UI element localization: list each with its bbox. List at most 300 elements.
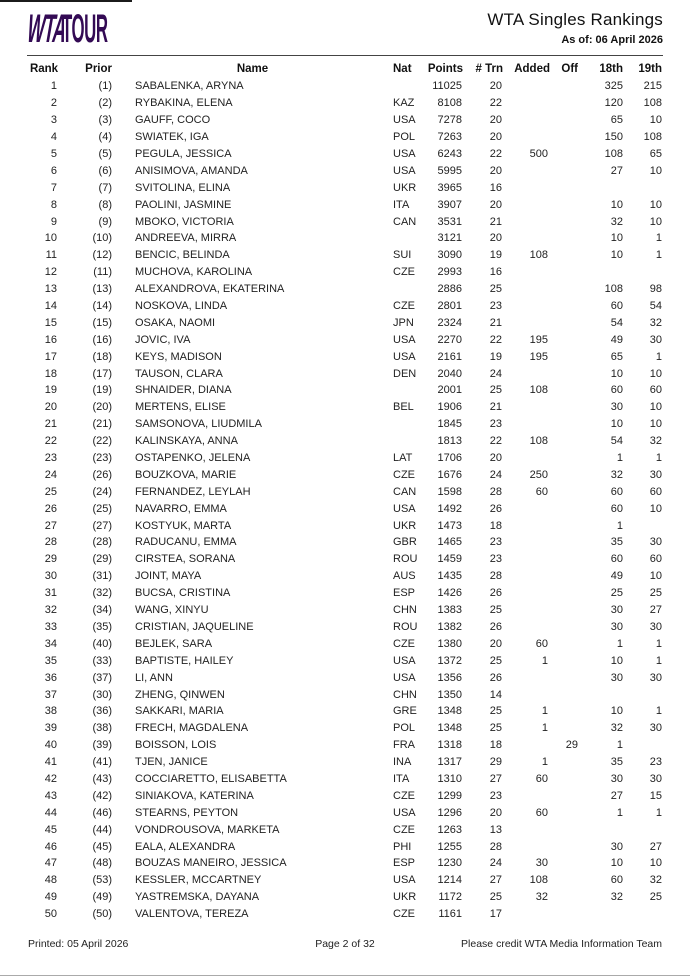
prior-rank-cell: (46) xyxy=(92,806,112,819)
off-points-cell xyxy=(550,771,578,788)
nationality-cell xyxy=(393,78,423,95)
points-cell: 3907 xyxy=(437,198,462,211)
eighteenth-result-cell: 35 xyxy=(610,536,623,549)
player-name-cell: VALENTOVA, TEREZA xyxy=(135,908,249,921)
added-points-cell: 250 xyxy=(529,468,548,481)
player-name-cell: OSAKA, NAOMI xyxy=(135,316,216,329)
points-cell: 1348 xyxy=(437,722,462,735)
tournaments-cell: 25 xyxy=(489,654,502,667)
points-cell: 2161 xyxy=(437,350,462,363)
off-points-cell xyxy=(550,179,578,196)
off-points-cell xyxy=(550,855,578,872)
tournaments-cell: 21 xyxy=(489,215,502,228)
added-points-cell: 195 xyxy=(529,350,548,363)
rank-cell: 33 xyxy=(44,620,57,633)
points-cell: 1598 xyxy=(437,485,462,498)
as-of-date: As of: 06 April 2026 xyxy=(561,34,663,46)
prior-rank-cell: (10) xyxy=(92,232,112,245)
table-row xyxy=(28,78,662,95)
nineteenth-result-cell: 10 xyxy=(649,198,662,211)
tournaments-cell: 21 xyxy=(489,401,502,414)
rank-cell: 1 xyxy=(50,80,57,93)
rank-cell: 36 xyxy=(44,671,57,684)
tournaments-cell: 28 xyxy=(489,570,502,583)
added-points-cell: 1 xyxy=(541,654,548,667)
column-header-19th: 19th xyxy=(638,63,662,75)
rank-cell: 32 xyxy=(44,604,57,617)
added-points-cell xyxy=(503,230,550,247)
off-points-cell xyxy=(550,146,578,163)
tournaments-cell: 20 xyxy=(489,114,502,127)
nationality-cell: GBR xyxy=(393,536,417,549)
added-points-cell xyxy=(503,129,550,146)
points-cell: 1214 xyxy=(437,874,462,887)
rank-cell: 25 xyxy=(44,485,57,498)
prior-rank-cell: (39) xyxy=(92,739,112,752)
points-cell: 11025 xyxy=(432,80,462,93)
points-cell: 1845 xyxy=(437,418,462,431)
eighteenth-result-cell: 10 xyxy=(610,249,623,262)
prior-rank-cell: (32) xyxy=(92,587,112,600)
nationality-cell: USA xyxy=(393,148,416,160)
column-header-added: Added xyxy=(514,63,550,75)
rank-cell: 37 xyxy=(44,688,57,701)
eighteenth-result-cell xyxy=(578,906,623,923)
points-cell: 1230 xyxy=(437,857,462,870)
nineteenth-result-cell: 60 xyxy=(649,384,662,397)
added-points-cell xyxy=(503,568,550,585)
rank-cell: 18 xyxy=(44,367,57,380)
nationality-cell: UKR xyxy=(393,181,417,194)
player-name-cell: BOUZAS MANEIRO, JESSICA xyxy=(135,857,287,870)
added-points-cell xyxy=(503,669,550,686)
nineteenth-result-cell xyxy=(623,264,662,281)
player-name-cell: KOSTYUK, MARTA xyxy=(135,519,232,532)
off-points-cell xyxy=(550,264,578,281)
added-points-cell xyxy=(503,787,550,804)
nineteenth-result-cell: 30 xyxy=(649,671,662,684)
nationality-cell: KAZ xyxy=(393,97,415,110)
player-name-cell: BOISSON, LOIS xyxy=(135,739,217,752)
rank-cell: 38 xyxy=(44,705,57,718)
off-points-cell xyxy=(550,686,578,703)
prior-rank-cell: (31) xyxy=(92,570,112,583)
prior-rank-cell: (24) xyxy=(92,485,112,498)
eighteenth-result-cell: 1 xyxy=(616,519,623,532)
added-points-cell xyxy=(503,213,550,230)
added-points-cell xyxy=(503,517,550,534)
eighteenth-result-cell: 30 xyxy=(610,620,623,633)
nationality-cell xyxy=(393,382,423,399)
points-cell: 7278 xyxy=(437,114,462,127)
added-points-cell: 108 xyxy=(529,384,548,397)
player-name-cell: MERTENS, ELISE xyxy=(135,401,226,414)
prior-rank-cell: (9) xyxy=(98,215,112,228)
off-points-cell xyxy=(550,466,578,483)
prior-rank-cell: (36) xyxy=(92,705,112,718)
table-row xyxy=(28,196,662,213)
points-cell: 1473 xyxy=(437,519,462,532)
nationality-cell: UKR xyxy=(393,891,417,904)
nineteenth-result-cell: 1 xyxy=(655,249,662,262)
nineteenth-result-cell: 1 xyxy=(655,705,662,718)
tournaments-cell: 25 xyxy=(489,705,502,718)
column-header-prior: Prior xyxy=(85,63,112,75)
table-row xyxy=(28,433,662,450)
added-points-cell: 108 xyxy=(529,435,548,448)
nationality-cell: CHN xyxy=(393,688,417,701)
eighteenth-result-cell: 10 xyxy=(610,654,623,667)
rank-cell: 29 xyxy=(44,553,57,566)
table-row xyxy=(28,230,662,247)
off-points-cell xyxy=(550,331,578,348)
table-row xyxy=(28,112,662,129)
points-cell: 1706 xyxy=(437,452,462,465)
prior-rank-cell: (20) xyxy=(92,401,112,414)
eighteenth-result-cell: 150 xyxy=(604,131,623,144)
eighteenth-result-cell xyxy=(578,264,623,281)
player-name-cell: TJEN, JANICE xyxy=(135,756,208,769)
tournaments-cell: 27 xyxy=(489,874,502,887)
player-name-cell: ALEXANDROVA, EKATERINA xyxy=(135,283,285,296)
player-name-cell: CIRSTEA, SORANA xyxy=(135,553,236,566)
points-cell: 1161 xyxy=(438,908,462,921)
nationality-cell: ESP xyxy=(393,587,416,600)
table-row xyxy=(28,703,662,720)
nineteenth-result-cell: 32 xyxy=(649,874,662,887)
points-cell: 3121 xyxy=(437,232,462,245)
rank-cell: 48 xyxy=(44,874,57,887)
prior-rank-cell: (3) xyxy=(98,114,112,127)
points-cell: 1317 xyxy=(437,756,462,769)
tournaments-cell: 28 xyxy=(489,485,502,498)
tournaments-cell: 17 xyxy=(489,908,502,921)
eighteenth-result-cell: 60 xyxy=(610,300,623,313)
nationality-cell: CZE xyxy=(393,637,415,650)
points-cell: 1426 xyxy=(437,587,462,600)
points-cell: 1263 xyxy=(437,823,462,836)
off-points-cell xyxy=(550,720,578,737)
nineteenth-result-cell: 215 xyxy=(643,80,662,93)
tournaments-cell: 26 xyxy=(489,587,502,600)
eighteenth-result-cell: 60 xyxy=(610,485,623,498)
nineteenth-result-cell: 27 xyxy=(649,840,662,853)
added-points-cell: 60 xyxy=(535,485,548,498)
nationality-cell: FRA xyxy=(393,739,415,752)
points-cell: 2270 xyxy=(437,333,462,346)
player-name-cell: CRISTIAN, JAQUELINE xyxy=(135,620,254,633)
prior-rank-cell: (2) xyxy=(98,97,112,110)
player-name-cell: NOSKOVA, LINDA xyxy=(135,300,228,313)
off-points-cell xyxy=(550,821,578,838)
prior-rank-cell: (49) xyxy=(92,891,112,904)
nineteenth-result-cell: 98 xyxy=(649,283,662,296)
prior-rank-cell: (42) xyxy=(92,789,112,802)
nationality-cell: ESP xyxy=(393,857,416,870)
added-points-cell xyxy=(503,585,550,602)
table-row xyxy=(28,247,662,264)
column-header-off: Off xyxy=(561,63,578,75)
nineteenth-result-cell: 32 xyxy=(649,435,662,448)
points-cell: 1172 xyxy=(438,891,462,904)
nationality-cell: CZE xyxy=(393,908,415,921)
prior-rank-cell: (13) xyxy=(92,283,112,296)
tournaments-cell: 23 xyxy=(489,536,502,549)
tournaments-cell: 24 xyxy=(489,857,502,870)
nineteenth-result-cell: 1 xyxy=(655,452,662,465)
tournaments-cell: 13 xyxy=(489,823,502,836)
off-points-cell xyxy=(550,872,578,889)
eighteenth-result-cell: 32 xyxy=(610,215,623,228)
prior-rank-cell: (34) xyxy=(92,604,112,617)
rank-cell: 24 xyxy=(44,468,57,481)
column-header-name: Name xyxy=(236,63,269,75)
points-cell: 2993 xyxy=(437,266,462,279)
player-name-cell: SAMSONOVA, LIUDMILA xyxy=(135,418,262,431)
off-points-cell: 29 xyxy=(565,739,578,752)
eighteenth-result-cell: 49 xyxy=(610,570,623,583)
tournaments-cell: 26 xyxy=(489,502,502,515)
tournaments-cell: 16 xyxy=(489,181,502,194)
eighteenth-result-cell: 49 xyxy=(610,333,623,346)
tournaments-cell: 23 xyxy=(489,553,502,566)
added-points-cell: 500 xyxy=(529,148,548,160)
prior-rank-cell: (6) xyxy=(98,164,112,177)
points-cell: 3965 xyxy=(437,181,462,194)
rank-cell: 17 xyxy=(44,350,57,363)
points-cell: 1382 xyxy=(437,620,462,633)
rank-cell: 3 xyxy=(50,114,57,127)
prior-rank-cell: (37) xyxy=(92,671,112,684)
table-row xyxy=(28,804,662,821)
table-row xyxy=(28,264,662,281)
player-name-cell: BENCIC, BELINDA xyxy=(135,249,230,262)
off-points-cell xyxy=(550,652,578,669)
table-row xyxy=(28,416,662,433)
prior-rank-cell: (44) xyxy=(92,823,112,836)
points-cell: 3531 xyxy=(437,215,462,228)
tournaments-cell: 25 xyxy=(489,384,502,397)
nineteenth-result-cell: 30 xyxy=(649,620,662,633)
tournaments-cell: 16 xyxy=(489,266,502,279)
header-divider xyxy=(27,55,663,56)
nineteenth-result-cell xyxy=(623,821,662,838)
title-block xyxy=(487,10,663,46)
wta-logo-text: WTA xyxy=(25,7,68,51)
nationality-cell: INA xyxy=(393,756,412,769)
nineteenth-result-cell: 10 xyxy=(649,418,662,431)
added-points-cell xyxy=(503,534,550,551)
eighteenth-result-cell: 32 xyxy=(610,468,623,481)
added-points-cell xyxy=(503,686,550,703)
table-row xyxy=(28,331,662,348)
off-points-cell xyxy=(550,754,578,771)
table-row xyxy=(28,720,662,737)
table-row xyxy=(28,162,662,179)
player-name-cell: ANISIMOVA, AMANDA xyxy=(135,164,248,177)
table-row xyxy=(28,619,662,636)
printed-date: Printed: 05 April 2026 xyxy=(28,938,129,950)
added-points-cell xyxy=(503,500,550,517)
tournaments-cell: 20 xyxy=(489,164,502,177)
eighteenth-result-cell: 30 xyxy=(610,772,623,785)
eighteenth-result-cell: 32 xyxy=(610,722,623,735)
off-points-cell xyxy=(550,619,578,636)
rank-cell: 41 xyxy=(44,756,57,769)
nineteenth-result-cell: 10 xyxy=(649,570,662,583)
nationality-cell: BEL xyxy=(393,401,414,414)
table-row xyxy=(28,382,662,399)
added-points-cell xyxy=(503,450,550,467)
player-name-cell: PEGULA, JESSICA xyxy=(135,148,232,160)
nineteenth-result-cell: 10 xyxy=(649,114,662,127)
prior-rank-cell: (16) xyxy=(92,333,112,346)
table-row xyxy=(28,635,662,652)
nationality-cell: UKR xyxy=(393,519,417,532)
rank-cell: 2 xyxy=(50,97,57,110)
table-row xyxy=(28,737,662,754)
tournaments-cell: 23 xyxy=(489,789,502,802)
player-name-cell: LI, ANN xyxy=(135,671,173,684)
tournaments-cell: 14 xyxy=(489,688,502,701)
nationality-cell: LAT xyxy=(393,452,413,465)
prior-rank-cell: (53) xyxy=(92,874,112,887)
prior-rank-cell: (28) xyxy=(92,536,112,549)
nineteenth-result-cell: 30 xyxy=(649,772,662,785)
tournaments-cell: 18 xyxy=(489,739,502,752)
rank-cell: 10 xyxy=(44,232,57,245)
points-cell: 1310 xyxy=(437,772,462,785)
tournaments-cell: 26 xyxy=(489,671,502,684)
eighteenth-result-cell: 30 xyxy=(610,604,623,617)
off-points-cell xyxy=(550,669,578,686)
table-row xyxy=(28,466,662,483)
off-points-cell xyxy=(550,129,578,146)
nineteenth-result-cell xyxy=(623,517,662,534)
prior-rank-cell: (1) xyxy=(98,80,112,93)
table-row xyxy=(28,602,662,619)
added-points-cell xyxy=(503,365,550,382)
points-cell: 2324 xyxy=(437,316,462,329)
player-name-cell: BEJLEK, SARA xyxy=(135,637,213,650)
added-points-cell xyxy=(503,95,550,112)
eighteenth-result-cell: 108 xyxy=(604,148,623,160)
rank-cell: 23 xyxy=(44,452,57,465)
player-name-cell: JOINT, MAYA xyxy=(135,570,202,583)
table-row xyxy=(28,855,662,872)
header-row xyxy=(28,60,662,78)
prior-rank-cell: (22) xyxy=(92,435,112,448)
tournaments-cell: 18 xyxy=(489,519,502,532)
tournaments-cell: 25 xyxy=(489,891,502,904)
nineteenth-result-cell: 10 xyxy=(649,401,662,414)
table-row xyxy=(28,298,662,315)
rank-cell: 44 xyxy=(44,806,57,819)
points-cell: 1255 xyxy=(437,840,462,853)
points-cell: 1465 xyxy=(437,536,462,549)
table-row xyxy=(28,281,662,298)
prior-rank-cell: (26) xyxy=(92,468,112,481)
rank-cell: 8 xyxy=(50,198,57,211)
prior-rank-cell: (41) xyxy=(92,756,112,769)
nationality-cell: POL xyxy=(393,722,416,735)
off-points-cell xyxy=(550,433,578,450)
rank-cell: 40 xyxy=(44,739,57,752)
column-header-trn: # Trn xyxy=(475,63,503,75)
prior-rank-cell: (19) xyxy=(92,384,112,397)
player-name-cell: FERNANDEZ, LEYLAH xyxy=(135,485,251,498)
scan-edge-artifact xyxy=(0,0,132,2)
added-points-cell xyxy=(503,112,550,129)
prior-rank-cell: (14) xyxy=(92,300,112,313)
eighteenth-result-cell xyxy=(578,179,623,196)
added-points-cell: 1 xyxy=(541,705,548,718)
nineteenth-result-cell xyxy=(623,906,662,923)
points-cell: 1435 xyxy=(437,570,462,583)
nationality-cell xyxy=(393,433,423,450)
eighteenth-result-cell: 60 xyxy=(610,553,623,566)
eighteenth-result-cell: 10 xyxy=(610,232,623,245)
tournaments-cell: 22 xyxy=(489,333,502,346)
tournaments-cell: 26 xyxy=(489,620,502,633)
player-name-cell: TAUSON, CLARA xyxy=(135,367,223,380)
off-points-cell xyxy=(550,78,578,95)
points-cell: 1459 xyxy=(437,553,462,566)
off-points-cell xyxy=(550,483,578,500)
tournaments-cell: 20 xyxy=(489,131,502,144)
off-points-cell xyxy=(550,112,578,129)
added-points-cell xyxy=(503,314,550,331)
nineteenth-result-cell: 30 xyxy=(649,536,662,549)
nationality-cell: JPN xyxy=(393,316,414,329)
table-row xyxy=(28,146,662,163)
table-row xyxy=(28,872,662,889)
player-name-cell: YASTREMSKA, DAYANA xyxy=(135,891,260,904)
off-points-cell xyxy=(550,196,578,213)
eighteenth-result-cell: 60 xyxy=(610,384,623,397)
eighteenth-result-cell: 1 xyxy=(616,739,623,752)
table-row xyxy=(28,399,662,416)
prior-rank-cell: (23) xyxy=(92,452,112,465)
rank-cell: 43 xyxy=(44,789,57,802)
points-cell: 1492 xyxy=(437,502,462,515)
prior-rank-cell: (35) xyxy=(92,620,112,633)
table-row xyxy=(28,771,662,788)
eighteenth-result-cell: 1 xyxy=(616,452,623,465)
off-points-cell xyxy=(550,365,578,382)
rankings-table-body xyxy=(28,78,662,923)
rank-cell: 21 xyxy=(44,418,57,431)
points-cell: 8108 xyxy=(437,97,462,110)
tournaments-cell: 19 xyxy=(489,350,502,363)
nationality-cell xyxy=(393,281,423,298)
off-points-cell xyxy=(550,298,578,315)
rank-cell: 46 xyxy=(44,840,57,853)
points-cell: 1356 xyxy=(437,671,462,684)
player-name-cell: VONDROUSOVA, MARKETA xyxy=(135,823,280,836)
player-name-cell: STEARNS, PEYTON xyxy=(135,806,239,819)
nineteenth-result-cell: 30 xyxy=(649,333,662,346)
table-row xyxy=(28,686,662,703)
off-points-cell xyxy=(550,247,578,264)
off-points-cell xyxy=(550,787,578,804)
player-name-cell: SHNAIDER, DIANA xyxy=(135,384,232,397)
nationality-cell: ROU xyxy=(393,553,418,566)
prior-rank-cell: (7) xyxy=(98,181,112,194)
rank-cell: 15 xyxy=(44,316,57,329)
points-cell: 1906 xyxy=(437,401,462,414)
tournaments-cell: 28 xyxy=(489,840,502,853)
